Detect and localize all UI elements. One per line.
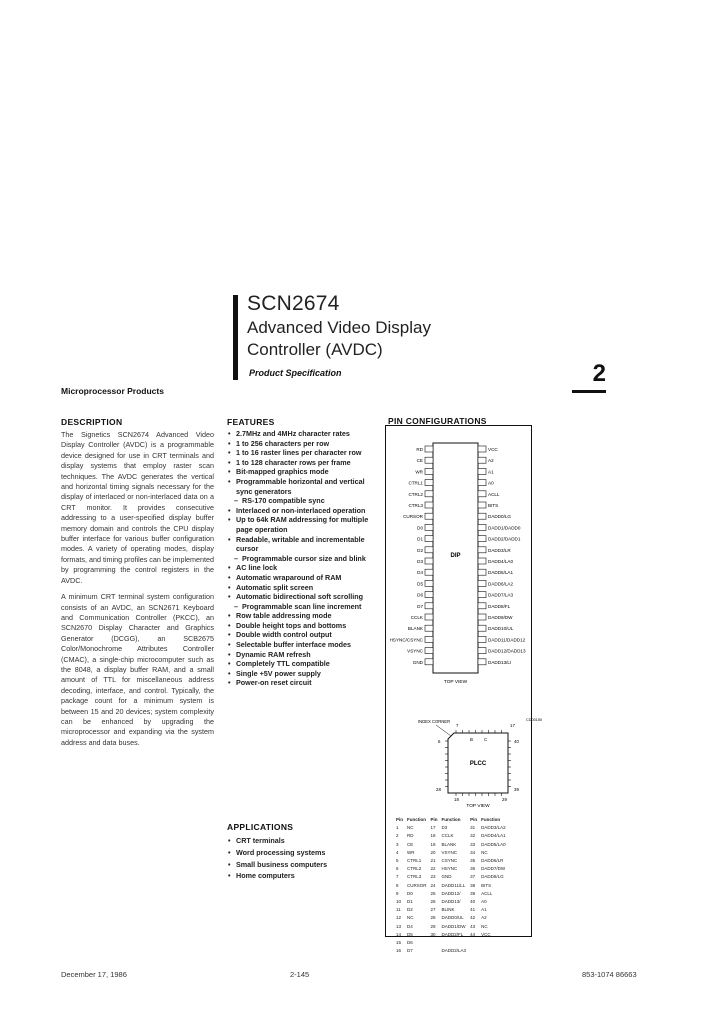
table-cell (480, 948, 507, 954)
table-header-cell: Pin (470, 817, 478, 822)
application-item: • Small business computers (228, 859, 327, 871)
dip-pin-right (478, 648, 486, 654)
dip-pin-right (478, 468, 486, 474)
table-cell: 40 (470, 899, 476, 905)
dip-pin-left-label: CTRL3 (408, 503, 423, 508)
table-cell: BLINK (441, 907, 455, 913)
table-cell: HSYNC (441, 866, 458, 872)
feature-item: • Automatic wraparound of RAM (228, 573, 378, 583)
table-cell: DADD2/LA3 (441, 948, 467, 954)
dip-pin-right-label: A2 (488, 458, 494, 464)
table-cell: 1 (396, 825, 399, 831)
table-cell: DADD13/ (441, 899, 461, 905)
table-cell: A0 (481, 899, 487, 905)
table-row (395, 915, 507, 921)
table-cell (480, 940, 507, 946)
table-cell: CTRL1 (407, 858, 422, 864)
feature-item: • Automatic split screen (228, 583, 378, 593)
dip-pin-left-label: CTRL1 (408, 480, 423, 486)
dip-pin-left (425, 614, 433, 620)
table-cell: 28 (430, 915, 436, 921)
table-cell: 8 (396, 882, 399, 888)
table-row (395, 874, 507, 880)
plcc-label: PLCC (469, 761, 487, 767)
table-cell: ACLL (481, 890, 493, 896)
dip-pin-left (425, 580, 433, 586)
description-paragraph: A minimum CRT terminal system configuration consists of an AVDC, an SCN2671 Keyboard and Communication Controller (PKCC), an SCN2670 Display Character and Graphics Generator (DCGG), an SCB2675 Color/Monochrome Attributes Controller (CMAC), a single-chip microcomputer such as the 8048, a display buffer RAM, and a small amount of TTL for miscellaneous address decoding, interface, and control. Typically, the package count for a minimum system is between 15 and 20 devices; system complexity can be enhanced by upgrading the microprocessor and expanding via the system address and data buses. (61, 592, 214, 747)
table-cell: DADD5/LA0 (481, 841, 506, 847)
table-cell: 34 (470, 849, 476, 855)
feature-item: • Power-on reset circuit (228, 678, 378, 688)
table-cell: DADD6/LR (481, 858, 504, 864)
table-cell: CURSOR (407, 882, 427, 888)
dip-pin-right (478, 502, 486, 508)
dip-pin-left-label: D2 (417, 547, 423, 553)
feature-item: • Completely TTL compatible (228, 659, 378, 669)
title-bar (233, 295, 238, 380)
feature-item: • AC line lock (228, 563, 378, 573)
table-cell: 17 (430, 825, 436, 831)
plcc-corner-number: 17 (510, 723, 515, 728)
table-cell: DADD4/LA1 (481, 833, 506, 839)
table-cell: NC (481, 923, 488, 929)
table-cell: DADD12/ (441, 890, 461, 896)
table-cell: D6 (407, 940, 413, 946)
feature-item: • 1 to 16 raster lines per character row (228, 448, 378, 458)
table-cell: VCC (481, 931, 491, 937)
dip-pin-right-label: DADD4/LA0 (488, 559, 514, 564)
dip-pin-right-label: DADD1/DADD0 (488, 525, 521, 531)
table-row (395, 932, 507, 938)
table-cell: A2 (481, 915, 487, 921)
dip-pin-left-label: D6 (417, 592, 423, 598)
footer-code: 853-1074 86663 (582, 970, 637, 979)
table-cell: 26 (430, 899, 436, 905)
table-cell: 24 (430, 882, 436, 888)
dip-pin-right-label: A1 (488, 469, 494, 475)
plcc-corner-number: 7 (456, 723, 459, 728)
dip-pin-right-label: DADD10/UL (488, 626, 514, 632)
table-cell: 38 (470, 882, 476, 888)
plcc-pin-letter: B (470, 737, 473, 742)
features-list (228, 429, 378, 688)
feature-item: • Dynamic RAM refresh (228, 650, 378, 660)
table-cell: D3 (441, 825, 448, 831)
table-cell: 33 (470, 841, 476, 847)
table-cell: 9 (396, 890, 399, 896)
dip-pin-left (425, 569, 433, 575)
table-cell: DADD0/UL (441, 915, 464, 921)
dip-pin-right (478, 491, 486, 497)
dip-pin-right (478, 614, 486, 620)
feature-item: • Up to 64k RAM addressing for multiple page operation (228, 515, 378, 534)
table-cell: 11 (396, 907, 401, 913)
table-cell: 25 (430, 890, 436, 896)
table-row (395, 842, 507, 848)
table-cell: D4 (407, 923, 413, 929)
plcc-corner-number: 29 (502, 797, 507, 802)
table-cell: CTRL3 (407, 874, 422, 880)
plcc-pin-letter: C (484, 737, 488, 742)
feature-item: • Row table addressing mode (228, 611, 378, 621)
part-number: SCN2674 (247, 292, 340, 315)
table-cell: 29 (430, 923, 436, 929)
dip-pin-right-label: ACLL (488, 491, 500, 497)
feature-subitem: – Programmable cursor size and blink (228, 554, 378, 564)
footer-date: December 17, 1986 (61, 970, 127, 979)
table-row (395, 883, 507, 889)
feature-item: • 1 to 128 character rows per frame (228, 458, 378, 468)
dip-pin-right-label: DADD5/LA1 (488, 570, 514, 576)
table-cell: 22 (430, 866, 436, 872)
dip-pin-right-label: DADD13/LI (488, 659, 512, 665)
table-cell: CTRL2 (407, 866, 422, 872)
table-row (395, 924, 507, 930)
table-cell: NC (407, 915, 414, 921)
table-cell: 12 (396, 915, 402, 921)
table-cell: 4 (396, 849, 399, 855)
dip-pin-left (425, 480, 433, 486)
table-header-cell: Function (481, 817, 501, 822)
description-heading: DESCRIPTION (61, 417, 123, 427)
table-row (395, 907, 507, 913)
section-number: 2 (572, 360, 606, 393)
dip-pin-right (478, 547, 486, 553)
plcc-index-label: INDEX CORNER (418, 719, 451, 724)
dip-pin-left-label: D3 (417, 559, 423, 564)
description-paragraph: The Signetics SCN2674 Advanced Video Display Controller (AVDC) is a programmable device designed for use in CRT terminals and display systems that employ raster scan techniques. The AVDC generates the vertical and horizontal timing signals necessary for the display of interlaced or non-interlaced data on a CRT monitor. It provides consecutive addressing to a user-specified display buffer memory domain and controls the CPU display buffer interface for various buffer configuration modes. A variety of operating modes, display formats, and timing profiles can be implemented by programming the control registers in the AVDC. (61, 430, 215, 585)
dip-pin-right (478, 446, 486, 452)
dip-pin-left-label: WR (415, 469, 423, 475)
table-cell: 44 (470, 931, 476, 937)
pin-config-heading: PIN CONFIGURATIONS (388, 416, 487, 426)
table-cell: RD (407, 833, 414, 839)
feature-item: • Double width control output (228, 630, 378, 640)
table-cell: BITS (481, 882, 492, 888)
category-label: Microprocessor Products (61, 386, 164, 396)
table-cell: 16 (396, 948, 402, 954)
table-cell: 14 (396, 931, 402, 937)
table-row (395, 850, 507, 856)
table-row (395, 940, 507, 946)
table-cell: DADD2/FL (441, 931, 464, 937)
plcc-view-label: TOP VIEW (466, 804, 490, 809)
dip-pin-left-label: BLANK (407, 626, 423, 632)
plcc-corner-number: 18 (454, 797, 459, 802)
dip-pin-right-label: DADD7/LA3 (488, 592, 514, 598)
table-cell: 27 (430, 907, 436, 913)
dip-pin-right-label: DADD0/LG (488, 514, 511, 520)
table-cell: 41 (470, 907, 476, 913)
applications-list (228, 835, 327, 882)
dip-pin-left-label: D1 (417, 536, 423, 542)
feature-item: • Programmable horizontal and vertical sync generators (228, 477, 378, 496)
dip-pin-left-label: HSYNC/CSYNC (389, 637, 423, 643)
table-cell: BLANK (441, 841, 457, 847)
dip-pin-right (478, 636, 486, 642)
table-cell: CE (407, 841, 414, 847)
table-cell: D1 (407, 899, 413, 905)
dip-pin-right (478, 558, 486, 564)
table-header-cell: Function (441, 817, 461, 822)
table-cell (469, 940, 478, 946)
plcc-corner-number: 6 (438, 739, 441, 744)
table-cell: DADD11/LL (441, 882, 466, 888)
dip-pin-left-label: CURSOR (403, 514, 423, 520)
table-row (395, 891, 507, 897)
table-cell: VSYNC (441, 849, 458, 855)
feature-item: • Double height tops and bottoms (228, 621, 378, 631)
table-cell: NC (481, 849, 488, 855)
table-cell: 30 (430, 931, 436, 937)
dip-pin-right-label: DADD6/LA2 (488, 581, 514, 587)
feature-item: • Automatic bidirectional soft scrolling (228, 592, 378, 602)
dip-pin-right (478, 592, 486, 598)
table-row (395, 866, 507, 872)
table-cell: 5 (396, 858, 399, 864)
dip-pin-left (425, 457, 433, 463)
dip-pin-left (425, 524, 433, 530)
table-row (395, 858, 507, 864)
table-cell: D0 (407, 890, 413, 896)
table-row (395, 948, 507, 954)
table-cell: 39 (470, 890, 476, 896)
plcc-corner-number: 28 (436, 787, 441, 792)
table-cell: 15 (396, 940, 402, 946)
table-cell: 6 (396, 866, 399, 872)
dip-pin-left (425, 636, 433, 642)
table-cell (430, 948, 439, 954)
dip-package (390, 443, 526, 685)
table-cell: GND (441, 874, 452, 880)
table-cell: NC (407, 825, 414, 831)
dip-pin-left-label: D4 (417, 570, 423, 576)
table-cell: 20 (430, 849, 436, 855)
feature-item: • 2.7MHz and 4MHz character rates (228, 429, 378, 439)
plcc-corner-number: 40 (514, 739, 519, 744)
dip-pin-left (425, 468, 433, 474)
dip-pin-right (478, 603, 486, 609)
table-header-row (395, 817, 507, 823)
table-cell: CSYNC (441, 858, 458, 864)
dip-pin-left (425, 446, 433, 452)
features-heading: FEATURES (227, 417, 275, 427)
dip-pin-right-label: DADD11/DADD12 (488, 637, 526, 643)
dip-pin-right (478, 625, 486, 631)
table-cell: 7 (396, 874, 399, 880)
dip-pin-left-label: VSYNC (407, 648, 423, 654)
table-cell: 21 (430, 858, 436, 864)
dip-pin-right (478, 659, 486, 665)
dip-pin-left (425, 648, 433, 654)
dip-pin-right (478, 536, 486, 542)
table-cell: DADD8/LG (481, 874, 504, 880)
feature-item: • Readable, writable and incrementable cursor (228, 535, 378, 554)
table-cell (430, 940, 439, 946)
dip-pin-right (478, 569, 486, 575)
table-cell: 10 (396, 899, 402, 905)
dip-pin-right (478, 524, 486, 530)
dip-pin-left (425, 513, 433, 519)
table-row (395, 899, 507, 905)
table-cell: 18 (430, 833, 436, 839)
table-cell (469, 948, 478, 954)
feature-item: • Selectable buffer interface modes (228, 640, 378, 650)
table-row (395, 825, 507, 831)
title-line-1: Advanced Video Display (247, 318, 431, 337)
feature-subitem: – Programmable scan line increment (228, 602, 378, 612)
dip-pin-right-label: DADD2/DADD1 (488, 536, 521, 542)
table-cell: 42 (470, 915, 476, 921)
dip-pin-right (478, 457, 486, 463)
feature-item: • Bit-mapped graphics mode (228, 467, 378, 477)
dip-pin-left (425, 625, 433, 631)
table-cell: WR (407, 849, 415, 855)
feature-item: • 1 to 256 characters per row (228, 439, 378, 449)
dip-pin-right (478, 513, 486, 519)
plcc-corner-number: 39 (514, 787, 519, 792)
dip-pin-right-label: A0 (488, 480, 494, 486)
table-cell: 19 (430, 841, 436, 847)
table-cell: 32 (470, 833, 476, 839)
dip-pin-right-label: DADD12/DADD13 (488, 648, 526, 654)
table-cell: 13 (396, 923, 402, 929)
dip-pin-left (425, 491, 433, 497)
plcc-code: CD00150 (526, 718, 543, 722)
dip-pin-right (478, 480, 486, 486)
dip-pin-left (425, 603, 433, 609)
table-cell: 3 (396, 841, 399, 847)
table-cell: 35 (470, 858, 476, 864)
table-cell: D2 (407, 907, 413, 913)
dip-pin-left (425, 558, 433, 564)
dip-pin-left-label: D7 (417, 603, 423, 609)
dip-pin-right-label: DADD3/LR (488, 547, 511, 553)
dip-pin-right-label: DADD8/FL (488, 603, 511, 609)
application-item: • CRT terminals (228, 835, 327, 847)
dip-pin-left-label: CCLK (410, 615, 423, 620)
dip-pin-left (425, 659, 433, 665)
application-item: • Word processing systems (228, 847, 327, 859)
title-line-2: Controller (AVDC) (247, 340, 383, 359)
table-header-cell: Pin (396, 817, 404, 822)
dip-pin-left (425, 592, 433, 598)
table-cell: DADD3/LA2 (481, 825, 506, 831)
application-item: • Home computers (228, 870, 327, 882)
plcc-package (418, 718, 542, 809)
description-text (61, 430, 214, 754)
dip-pin-left-label: GND (412, 659, 423, 665)
table-cell: 31 (470, 825, 476, 831)
dip-pin-right-label: VCC (488, 447, 498, 452)
dip-pin-left (425, 502, 433, 508)
feature-item: • Single +5V power supply (228, 669, 378, 679)
table-cell: CCLK (441, 833, 454, 839)
dip-pin-left-label: CTRL2 (408, 491, 423, 497)
table-cell: D5 (407, 931, 413, 937)
dip-label: DIP (450, 553, 461, 559)
dip-view-label: TOP VIEW (443, 680, 468, 685)
table-row (395, 833, 507, 839)
dip-pin-left-label: RD (416, 447, 423, 452)
table-cell: 37 (470, 874, 476, 880)
dip-pin-left (425, 547, 433, 553)
table-cell: DADD1/DW (441, 923, 466, 929)
product-specification: Product Specification (249, 368, 342, 378)
table-cell: 23 (430, 874, 436, 880)
table-cell: 43 (470, 923, 476, 929)
pin-function-table (393, 815, 509, 956)
dip-pin-right-label: BITS (488, 503, 499, 508)
table-cell: D7 (407, 948, 413, 954)
feature-subitem: – RS-170 compatible sync (228, 496, 378, 506)
dip-pin-left-label: CE (416, 458, 423, 464)
table-cell: 2 (396, 833, 399, 839)
table-cell: DADD7/DW (481, 866, 506, 872)
table-cell: 36 (470, 866, 476, 872)
feature-item: • Interlaced or non-interlaced operation (228, 506, 378, 516)
footer-page: 2-145 (290, 970, 310, 979)
applications-heading: APPLICATIONS (227, 822, 294, 832)
dip-pin-right-label: DADD9/DW (488, 615, 513, 620)
table-cell (441, 940, 468, 946)
dip-pin-right (478, 580, 486, 586)
table-cell: A1 (481, 907, 487, 913)
dip-pin-left (425, 536, 433, 542)
table-header-cell: Pin (430, 817, 438, 822)
table-header-cell: Function (407, 817, 427, 822)
plcc-index-arrow (436, 725, 451, 736)
dip-pin-left-label: D5 (417, 581, 423, 587)
dip-pin-left-label: D0 (417, 525, 423, 531)
